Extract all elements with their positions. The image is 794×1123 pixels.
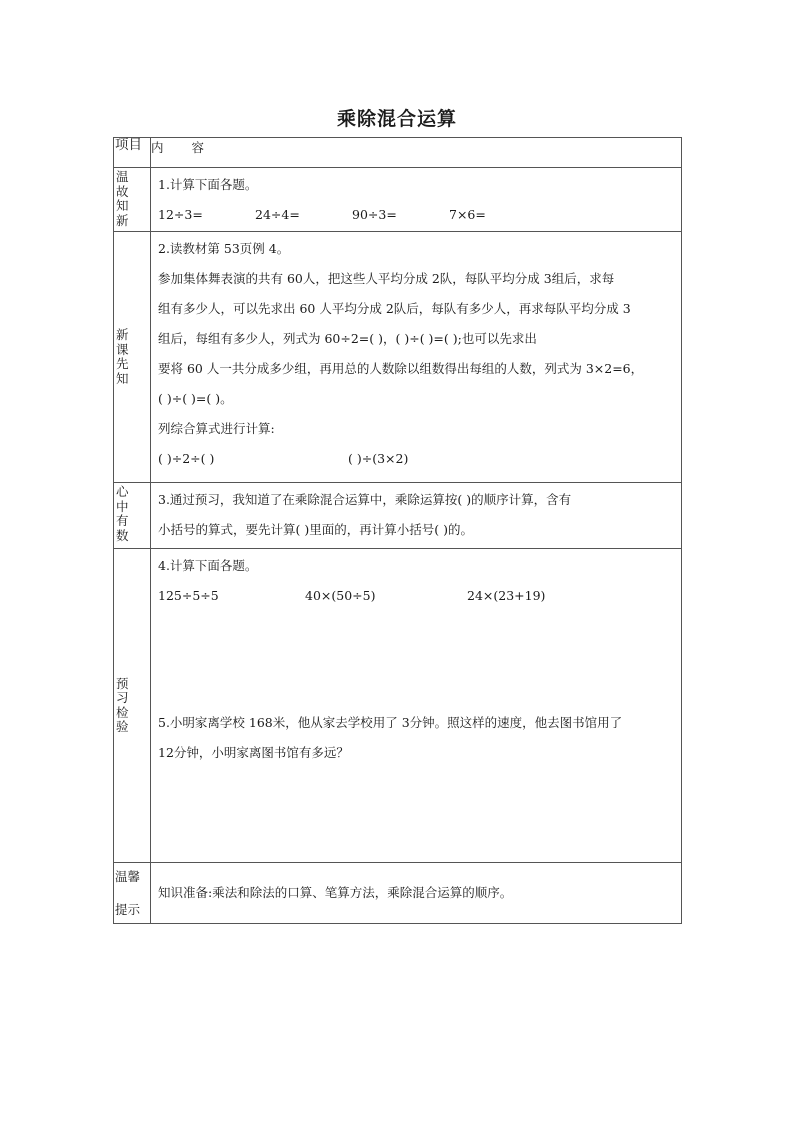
row-check [114,549,682,863]
content-heart [151,483,682,549]
warm-item: 7×6= [449,207,486,222]
row-new [114,232,682,483]
page-title: 乘除混合运算 [336,108,457,130]
check-item: 24×(23+19) [467,588,546,603]
combined-expressions [151,444,681,474]
paragraph-line: 组后，每组有多少人，列式为 60÷2=( )，( )÷( )=( );也可以先求出 [158,331,537,346]
row-heart [114,483,682,549]
paragraph-line: 列综合算式进行计算: [158,421,275,436]
expression-a: ( )÷2÷( ) [158,451,215,466]
warm-item: 12÷3= [158,207,203,222]
warm-item: 90÷3= [352,207,397,222]
expression-b: ( )÷(3×2) [348,451,409,466]
content-new [151,232,682,483]
header-content [151,138,682,168]
label-warm: 温故知新 [114,168,151,232]
tip-text: 知识准备:乘法和除法的口算、笔算方法，乘除混合运算的顺序。 [158,885,513,900]
question-3-line: 3.通过预习，我知道了在乘除混合运算中，乘除运算按( )的顺序计算，含有 [158,492,572,507]
label-tip: 温馨 提示 [114,863,151,924]
header-content-b: 容 [191,140,205,155]
header-content-a: 内 [151,140,164,155]
worksheet-table [113,137,682,924]
label-check: 预习检验 [114,549,151,863]
table-header-row [114,138,682,168]
label-heart: 心中有数 [114,483,151,549]
paragraph-line: 组有多少人，可以先求出 60 人平均分成 2队后，每队有多少人，再求每队平均分成 3 [158,301,631,316]
question-3-line: 小括号的算式，要先计算( )里面的，再计算小括号( )的。 [158,522,473,537]
warm-item: 24÷4= [255,207,300,222]
content-check [151,549,682,863]
check-items [151,581,681,611]
row-tip [114,863,682,924]
content-warm [151,168,682,232]
paragraph-line: 要将 60 人一共分成多少组，再用总的人数除以组数得出每组的人数，列式为 3×2=6， [158,361,644,376]
question-4: 4.计算下面各题。 [158,558,258,573]
paragraph-line: ( )÷( )=( )。 [158,391,233,406]
question-5-line: 5.小明家离学校 168米，他从家去学校用了 3分钟。照这样的速度，他去图书馆用了 [158,715,623,730]
check-item: 125÷5÷5 [158,588,219,603]
check-item: 40×(50÷5) [305,588,376,603]
question-2: 2.读教材第 53页例 4。 [158,241,290,256]
question-5-line: 12分钟，小明家离图书馆有多远？ [158,745,349,760]
label-new: 新课先知 [114,232,151,483]
row-warm [114,168,682,232]
content-tip [151,863,682,924]
question-1: 1.计算下面各题。 [158,177,258,192]
paragraph-line: 参加集体舞表演的共有 60人，把这些人平均分成 2队，每队平均分成 3组后，求每 [158,271,615,286]
header-project: 项目 [114,138,151,168]
warm-items [151,200,681,230]
